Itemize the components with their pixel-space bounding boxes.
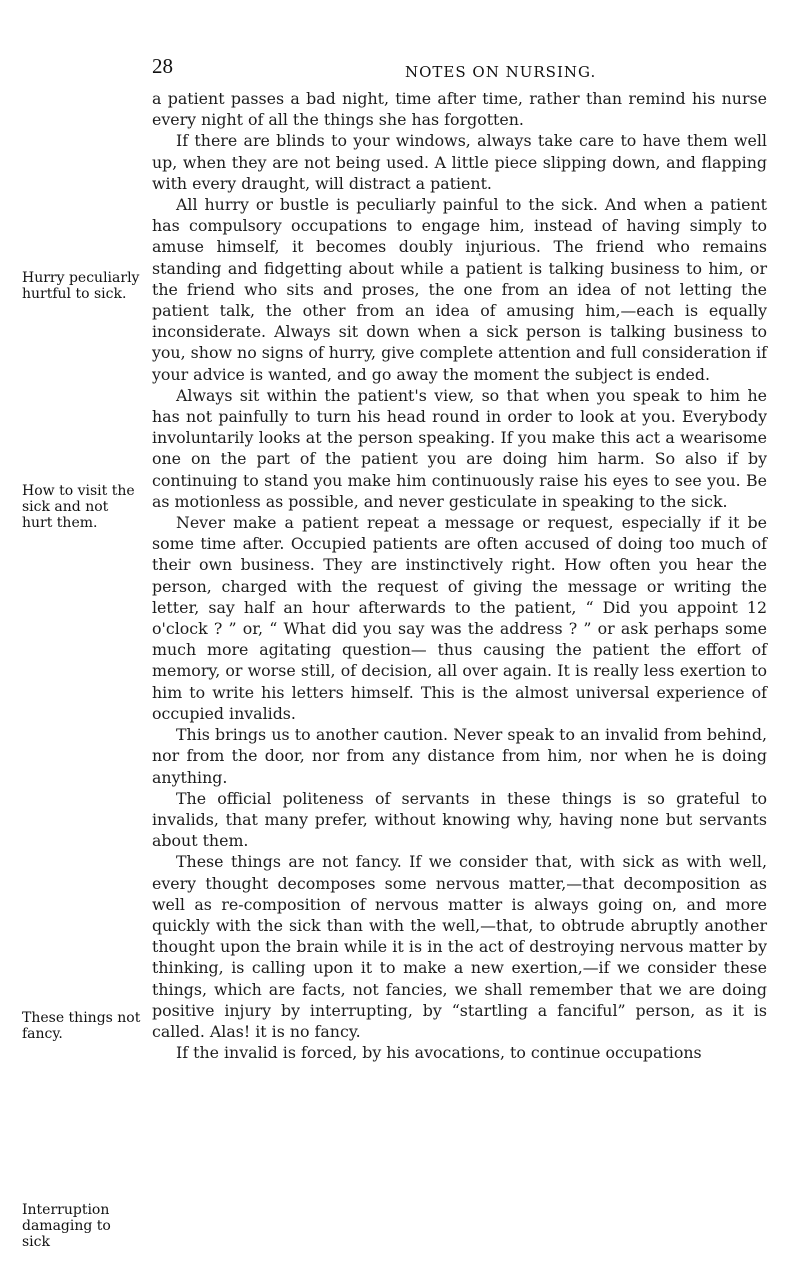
margin-note-visit: How to visit the sick and not hurt them. bbox=[22, 483, 135, 531]
margin-note-interruption: Interruption damaging to sick bbox=[22, 1202, 111, 1250]
paragraph: These things are not fancy. If we consider that, with sick as with well, every thought decomposes some nervous matter,—that decomposition as well as re-composition of nervous matter is always going on, and more quickly with the sick than with the well,—that, to obtrude abruptly another thought upon the brain while it is in the act of destroying nervous matter by thinking, is calling upon it to make a new exertion,—if we consider these things, which are facts, not fancies, we shall remember that we are doing positive injury by interrupting, by “startling a fanciful” person, as it is called. Alas! it is no fancy. bbox=[152, 852, 767, 1041]
margin-note-not-fancy: These things not fancy. bbox=[22, 1010, 141, 1042]
paragraph: Never make a patient repeat a message or request, especially if it be some time after. Occupied patients are often accused of doing too much of their own business. They are instinctively right. How often you hear the person, charged with the request of giving the message or writing the letter, say half an hour afterwards to the patient, “ Did you appoint 12 o'clock ? ” or, “ What did you say was the address ? ” or ask perhaps some much more agitating question— thus causing the patient the effort of memory, or worse still, of decision, all over again. It is really less exertion to him to write his letters himself. This is the almost universal experience of occupied invalids. bbox=[152, 513, 767, 723]
paragraph: If the invalid is forced, by his avocations, to continue occupations bbox=[176, 1043, 702, 1063]
paragraph: If there are blinds to your windows, always take care to have them well up, when they are not being used. A little piece slipping down, and flapping with every draught, will distract a patient. bbox=[152, 131, 767, 193]
paragraph: The official politeness of servants in these things is so grateful to invalids, that many prefer, without knowing why, having none but servants about them. bbox=[152, 788, 767, 851]
running-title: NOTES ON NURSING. bbox=[405, 63, 597, 81]
page-number: 28 bbox=[152, 54, 173, 78]
paragraph: This brings us to another caution. Never speak to an invalid from behind, nor from the door, nor from any distance from him, nor when he is doing anything. bbox=[152, 725, 767, 787]
paragraph: All hurry or bustle is peculiarly painful to the sick. And when a patient has compulsory occupations to engage him, instead of having simply to amuse himself, it becomes doubly injurious. The friend who remains standing and fidgetting about while a patient is talking business to him, or the friend who sits and proses, the one from an idea of not letting the patient talk, the other from an idea of amusing him,—each is equally inconsiderate. Always sit down when a sick person is talking business to you, show no signs of hurry, give complete attention and full consideration if your advice is wanted, and go away the moment the subject is ended. bbox=[152, 195, 767, 384]
paragraph: a patient passes a bad night, time after time, rather than remind his nurse every night of all the things she has forgotten. bbox=[152, 89, 767, 130]
paragraph: Always sit within the patient's view, so that when you speak to him he has not painfully to turn his head round in order to look at you. Everybody involuntarily looks at the person speaking. If you make this act a wearisome one on the part of the patient you are doing him harm. So also if by continuing to stand you make him continuously raise his eyes to see you. Be as motionless as possible, and never gesticulate in speaking to the sick. bbox=[152, 385, 767, 511]
body-text bbox=[152, 88, 767, 1063]
margin-note-hurry: Hurry peculiarly hurtful to sick. bbox=[22, 270, 140, 302]
